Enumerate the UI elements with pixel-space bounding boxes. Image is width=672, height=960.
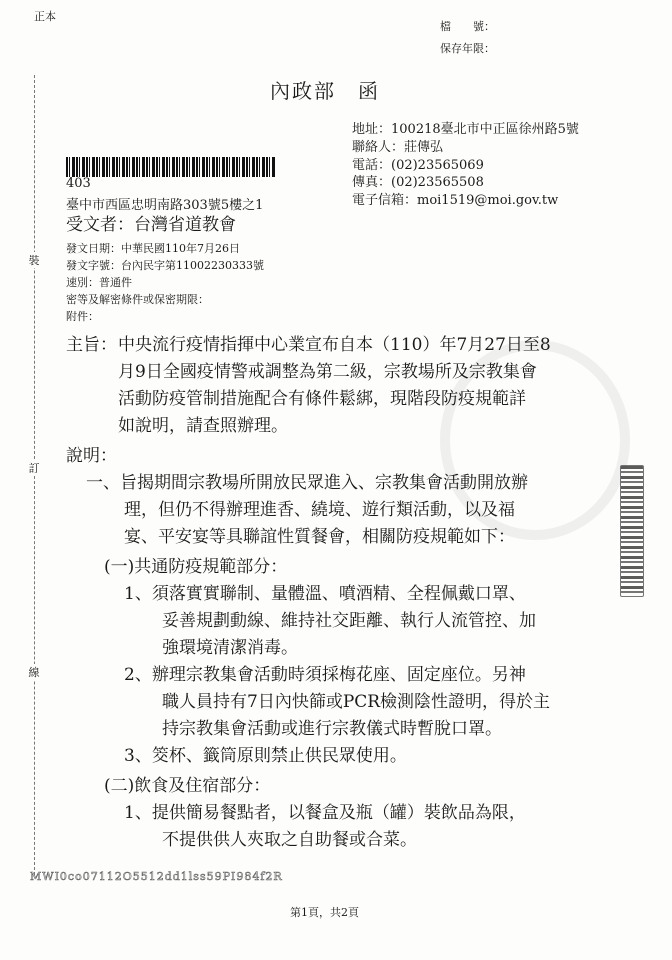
recipient-name: 受文者：台灣省道教會	[66, 215, 236, 235]
gist-label: 主旨：	[66, 335, 117, 355]
explain-label: 說明：	[66, 446, 117, 466]
sub-heading-food: (二)飲食及住宿部分：	[104, 776, 271, 796]
sub2-item-line: 不提供供人夾取之自助餐或合菜。	[162, 830, 417, 850]
sender-email: 電子信箱：moi1519@moi.gov.tw	[352, 193, 559, 208]
sender-address: 地址：100218臺北市中正區徐州路5號	[352, 122, 579, 137]
verification-code: MWI0co07112O5512dd1lss59PI984f2R	[30, 870, 283, 883]
gist-line: 月9日全國疫情警戒調整為第二級，宗教場所及宗教集會	[118, 362, 537, 382]
binding-char-xian: 線	[28, 666, 40, 679]
binding-char-zhuang: 裝	[28, 254, 40, 267]
sub1-item-line: 1、須落實實聯制、量體溫、噴酒精、全程佩戴口罩、	[124, 584, 526, 604]
sub1-item-line: 2、辦理宗教集會活動時須採梅花座、固定座位。另神	[124, 665, 526, 685]
retention-label: 保存年限：	[440, 42, 495, 55]
file-no-label: 檔 號：	[440, 20, 495, 33]
secrecy: 密等及解密條件或保密期限：	[66, 293, 209, 306]
sender-phone: 電話：(02)23565069	[352, 158, 484, 173]
recipient-address: 臺中市西區忠明南路303號5樓之1	[66, 198, 264, 213]
gist-line: 如說明，請查照辦理。	[118, 416, 288, 436]
sub1-item-line: 強環境清潔消毒。	[162, 638, 298, 658]
sub1-item-line: 持宗教集會活動或進行宗教儀式時暫脫口罩。	[162, 719, 502, 739]
sub1-item-line: 妥善規劃動線、維持社交距離、執行人流管控、加	[162, 611, 536, 631]
sender-fax: 傳真：(02)23565508	[352, 175, 484, 190]
barcode	[66, 157, 276, 177]
explain-item1-line: 理，但仍不得辦理進香、繞境、遊行類活動，以及福	[124, 500, 515, 520]
issue-date: 發文日期：中華民國110年7月26日	[66, 242, 240, 255]
side-stamp	[620, 465, 644, 597]
postal-code: 403	[66, 176, 91, 191]
sub2-item-line: 1、提供簡易餐點者，以餐盒及瓶（罐）裝飲品為限，	[124, 803, 526, 823]
binding-char-ding: 訂	[28, 462, 40, 475]
document-title: 內政部 函	[270, 79, 380, 103]
gist-line: 中央流行疫情指揮中心業宣布自本（110）年7月27日至8	[118, 335, 551, 355]
attachment: 附件：	[66, 310, 99, 323]
page-number: 第1頁，共2頁	[290, 906, 359, 919]
copy-mark: 正本	[34, 10, 56, 23]
speed: 速別：普通件	[66, 276, 132, 289]
explain-item1-line: 宴、平安宴等具聯誼性質餐會，相關防疫規範如下：	[124, 527, 515, 547]
sub1-item-line: 3、筊杯、籤筒原則禁止供民眾使用。	[124, 746, 407, 766]
doc-number: 發文字號：台內民字第11002230333號	[66, 259, 264, 272]
sub1-item-line: 職人員持有7日內快篩或PCR檢測陰性證明，得於主	[162, 692, 551, 712]
gist-line: 活動防疫管制措施配合有條件鬆綁，現階段防疫規範詳	[118, 389, 526, 409]
sub-heading-common: (一)共通防疫規範部分：	[104, 557, 288, 577]
explain-item1-line: 一、旨揭期間宗教場所開放民眾進入、宗教集會活動開放辦	[86, 473, 528, 493]
sender-contact: 聯絡人：莊傳弘	[352, 140, 444, 155]
